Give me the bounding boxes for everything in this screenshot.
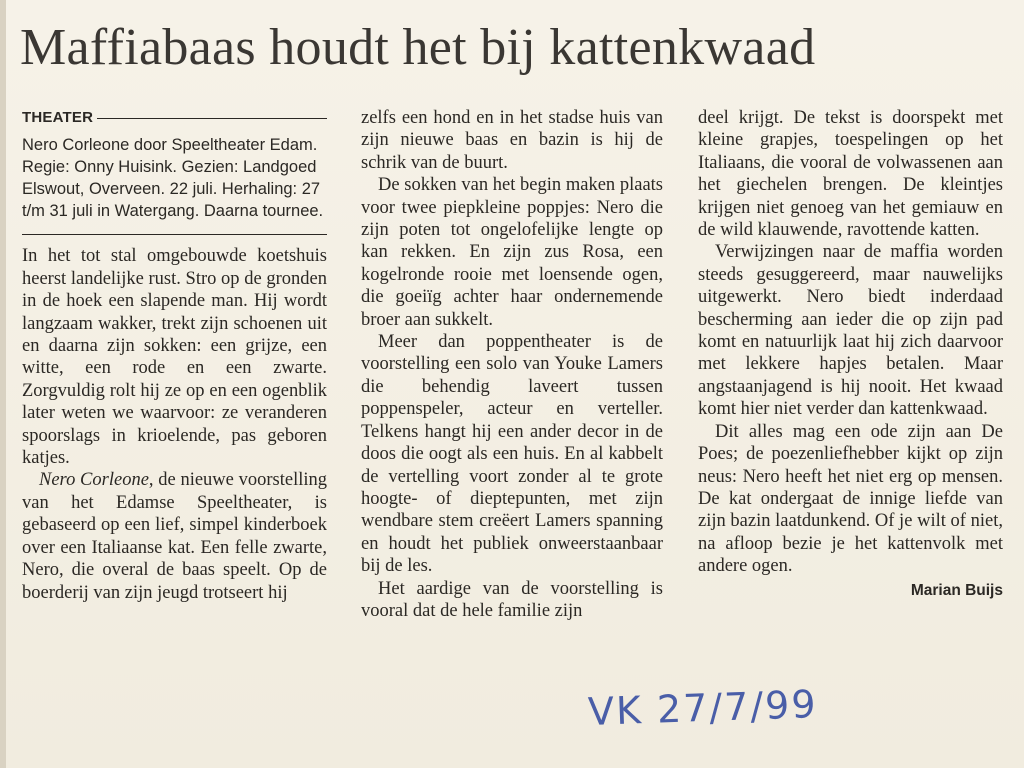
paragraph: De sokken van het begin maken plaats voor twee piepkleine poppjes: Nero die zijn poten tot ongelofelijke lengte op kan rekken. En zijn zus Rosa, een kogelronde rooie met loensende ogen, die goeiïg achter haar ondernemende broer aan sukkelt. [361, 175, 663, 330]
column-2 [361, 107, 663, 622]
headline: Maffiabaas houdt het bij kattenkwaad [20, 19, 816, 76]
section-rule [97, 118, 327, 119]
production-credits: Nero Corleone door Speeltheater Edam. Regie: Onny Huisink. Gezien: Landgoed Elswout, Overveen. 22 juli. Herhaling: 27 t/m 31 juli in Watergang. Daarna tournee. [22, 136, 324, 221]
paragraph: In het tot stal omgebouwde koetshuis heerst landelijke rust. Stro op de gronden in de hoek een slapende man. Hij wordt langzaam wakker, trekt zijn schoenen uit en daarna zijn sokken: een grijze, een witte, een rode en een zwarte. Zorgvuldig rolt hij ze op en een ogenblik later weten we waarvoor: ze veranderen spoorslags in krioelende, pas geboren katjes. [22, 246, 327, 469]
author-byline: Marian Buijs [910, 581, 1003, 599]
title-italic: Nero Corleone [39, 470, 149, 491]
paper-edge [0, 0, 6, 768]
paragraph: Meer dan poppentheater is de voorstelling een solo van Youke Lamers die behendig laveert tussen poppenspeler, acteur en verteller. Telkens hangt hij een ander decor in de doos die oogt als een huis. En al kabbelt de vertelling voort zonder al te grote hoogte- of dieptepunten, met zijn wendbare stem creëert Lamers spanning en houdt het publiek onweerstaanbaar bij de les. [361, 332, 663, 577]
paragraph [22, 469, 327, 603]
column-3 [698, 107, 1003, 602]
paragraph: Dit alles mag een ode zijn aan De Poes; de poezenliefhebber kijkt op zijn neus: Nero heeft het niet erg op mensen. De kat ondergaat de innige liefde van zijn bazin laatdunkend. Of je wilt of niet, na afloop bezie je het kattenvolk met andere ogen. [698, 421, 1003, 577]
paragraph-text: , de nieuwe voorstelling van het Edamse Speeltheater, is gebaseerd op een lief, simpel kinderboek over een Italiaanse kat. Een felle zwarte, Nero, die overal de baas speelt. Op de boerderij van zijn jeugd trotseert hij [22, 470, 327, 603]
paragraph: deel krijgt. De tekst is doorspekt met kleine grapjes, toespelingen op het Italiaans, die vooral de volwassenen aan het giechelen brengen. De kleintjes krijgen niet genoeg van het gemiauw en de wild klauwende, ravottende katten. [698, 108, 1003, 241]
column-1 [22, 107, 327, 604]
paragraph: zelfs een hond en in het stadse huis van zijn nieuwe baas en bazin is hij de schrik van de buurt. [361, 108, 663, 173]
section-header [22, 107, 327, 129]
credits-divider [22, 234, 327, 235]
section-label: THEATER [22, 109, 94, 126]
paragraph: Verwijzingen naar de maffia worden steeds gesuggereerd, maar nauwelijks uitgewerkt. Nero biedt inderdaad bescherming aan ieder die op zijn pad komt en natuurlijk laat hij zich daarvoor met lekkere hapjes betalen. Maar angstaanjagend is hij nooit. Het kwaad komt hier niet verder dan kattenkwaad. [698, 242, 1003, 420]
paragraph: Het aardige van de voorstelling is vooral dat de hele familie zijn [361, 578, 663, 621]
handwritten-date-note: VK 27/7/99 [587, 682, 819, 734]
